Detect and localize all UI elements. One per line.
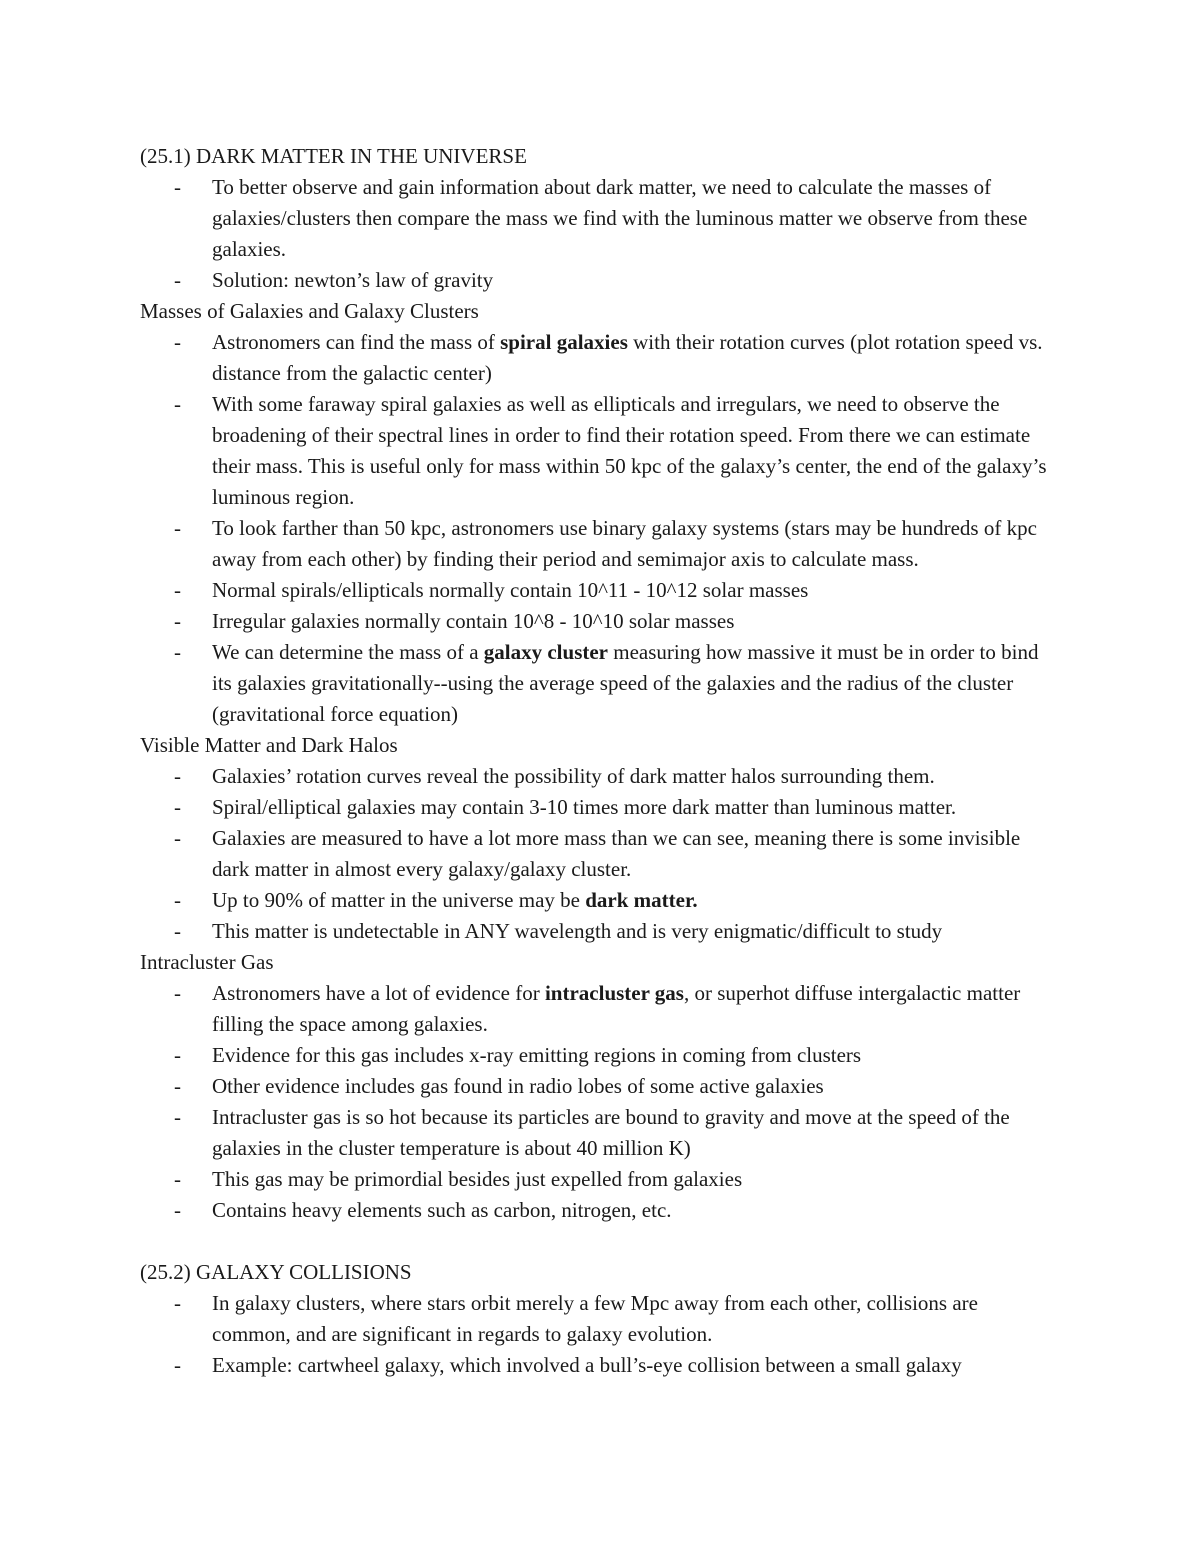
item-text: Other evidence includes gas found in radio lobes of some active galaxies: [212, 1074, 824, 1098]
list-item: [140, 823, 1060, 885]
bold-term: dark matter.: [585, 888, 698, 912]
item-text: Normal spirals/ellipticals normally contain 10^11 - 10^12 solar masses: [212, 578, 809, 602]
bullet-list: [140, 327, 1060, 730]
bullet-dash: -: [174, 640, 181, 664]
list-item: [140, 792, 1060, 823]
bullet-dash: -: [174, 795, 181, 819]
bullet-dash: -: [174, 1353, 181, 1377]
item-text: Astronomers can find the mass of: [212, 330, 501, 354]
bullet-dash: -: [174, 578, 181, 602]
list-item: [140, 1071, 1060, 1102]
bullet-dash: -: [174, 609, 181, 633]
item-text: In galaxy clusters, where stars orbit merely a few Mpc away from each other, collisions are common, and are significant in regards to galaxy evolution.: [212, 1291, 978, 1346]
bullet-dash: -: [174, 392, 181, 416]
list-item: [140, 1102, 1060, 1164]
bullet-dash: -: [174, 1105, 181, 1129]
bold-term: galaxy cluster: [483, 640, 609, 664]
bullet-list: [140, 978, 1060, 1226]
list-item: [140, 1040, 1060, 1071]
item-text: , or superhot diffuse intergalactic matter filling the space among galaxies.: [212, 981, 1021, 1036]
list-item: [140, 978, 1060, 1040]
item-text: Contains heavy elements such as carbon, nitrogen, etc.: [212, 1198, 672, 1222]
list-item: [140, 761, 1060, 792]
bold-term: intracluster gas: [544, 981, 684, 1005]
bullet-dash: -: [174, 516, 181, 540]
list-item: [140, 172, 1060, 265]
blank-line: [140, 1226, 1060, 1257]
bullet-dash: -: [174, 826, 181, 850]
list-item: [140, 885, 1060, 916]
item-text: Astronomers have a lot of evidence for: [212, 981, 545, 1005]
section-heading: (25.2) GALAXY COLLISIONS: [140, 1260, 412, 1284]
list-item: [140, 265, 1060, 296]
item-text: Up to 90% of matter in the universe may be: [212, 888, 586, 912]
section-heading: Intracluster Gas: [140, 950, 274, 974]
bullet-dash: -: [174, 175, 181, 199]
bullet-dash: -: [174, 919, 181, 943]
list-item: [140, 916, 1060, 947]
list-item: [140, 327, 1060, 389]
bullet-dash: -: [174, 981, 181, 1005]
section-heading: Visible Matter and Dark Halos: [140, 733, 398, 757]
list-item: [140, 389, 1060, 513]
list-item: [140, 1288, 1060, 1350]
bold-term: spiral galaxies: [500, 330, 628, 354]
item-text: Spiral/elliptical galaxies may contain 3-10 times more dark matter than luminous matter.: [212, 795, 957, 819]
item-text: Example: cartwheel galaxy, which involved a bull’s-eye collision between a small galaxy: [212, 1353, 962, 1377]
list-item: [140, 637, 1060, 730]
list-item: [140, 606, 1060, 637]
item-text: To look farther than 50 kpc, astronomers use binary galaxy systems (stars may be hundreds of kpc away from each other) by finding their period and semimajor axis to calculate mass.: [212, 516, 1037, 571]
bullet-list: [140, 761, 1060, 947]
item-text: We can determine the mass of a: [212, 640, 484, 664]
list-item: [140, 1164, 1060, 1195]
item-text: Irregular galaxies normally contain 10^8 - 10^10 solar masses: [212, 609, 735, 633]
list-item: [140, 1195, 1060, 1226]
item-text: This gas may be primordial besides just expelled from galaxies: [212, 1167, 743, 1191]
list-item: [140, 575, 1060, 606]
item-text: Solution: newton’s law of gravity: [212, 268, 494, 292]
item-text: Evidence for this gas includes x-ray emitting regions in coming from clusters: [212, 1043, 862, 1067]
item-text: measuring how massive it must be in order to bind its galaxies gravitationally--using the average speed of the galaxies and the radius of the cluster (gravitational force equation): [212, 640, 1039, 726]
item-text: With some faraway spiral galaxies as well as ellipticals and irregulars, we need to observe the broadening of their spectral lines in order to find their rotation speed. From there we can estimate their mass. This is useful only for mass within 50 kpc of the galaxy’s center, the end of the galaxy’s luminous region.: [212, 392, 1047, 509]
item-text: Intracluster gas is so hot because its particles are bound to gravity and move at the speed of the galaxies in the cluster temperature is about 40 million K): [212, 1105, 1010, 1160]
bullet-list: [140, 1288, 1060, 1381]
bullet-dash: -: [174, 1043, 181, 1067]
item-text: Galaxies’ rotation curves reveal the possibility of dark matter halos surrounding them.: [212, 764, 935, 788]
bullet-list: [140, 172, 1060, 296]
list-item: [140, 1350, 1060, 1381]
bullet-dash: -: [174, 1291, 181, 1315]
item-text: Galaxies are measured to have a lot more mass than we can see, meaning there is some invisible dark matter in almost every galaxy/galaxy cluster.: [212, 826, 1021, 881]
bullet-dash: -: [174, 764, 181, 788]
section-heading: (25.1) DARK MATTER IN THE UNIVERSE: [140, 144, 527, 168]
item-text: To better observe and gain information about dark matter, we need to calculate the masses of galaxies/clusters then compare the mass we find with the luminous matter we observe from these galaxies.: [212, 175, 1028, 261]
bullet-dash: -: [174, 1167, 181, 1191]
list-item: [140, 513, 1060, 575]
item-text: This matter is undetectable in ANY wavelength and is very enigmatic/difficult to study: [212, 919, 943, 943]
section-heading: Masses of Galaxies and Galaxy Clusters: [140, 299, 479, 323]
bullet-dash: -: [174, 1074, 181, 1098]
bullet-dash: -: [174, 330, 181, 354]
bullet-dash: -: [174, 1198, 181, 1222]
bullet-dash: -: [174, 268, 181, 292]
item-text: with their rotation curves (plot rotation speed vs. distance from the galactic center): [212, 330, 1043, 385]
bullet-dash: -: [174, 888, 181, 912]
